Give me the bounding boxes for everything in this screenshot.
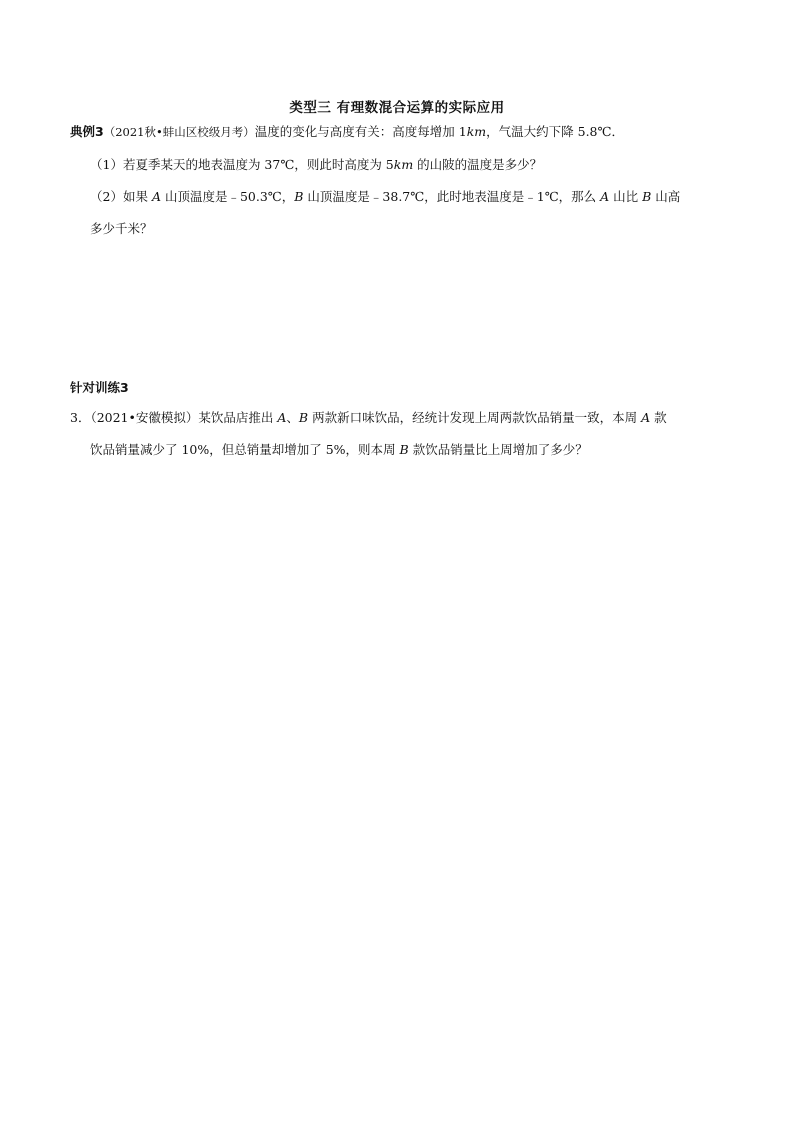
training-text: 款饮品销量比上周增加了多少？ — [408, 442, 588, 457]
question-2-text: 山顶温度是﹣50.3℃， — [160, 189, 295, 204]
example-source: （2021秋•蚌山区校级月考） — [103, 125, 255, 139]
var-b: B — [298, 410, 309, 425]
question-2 — [90, 189, 680, 205]
unit-km: km — [466, 124, 487, 139]
var-a: A — [277, 410, 287, 425]
question-1 — [90, 157, 542, 173]
example-stem — [70, 124, 624, 140]
var-b: B — [399, 442, 409, 457]
example-stem-text-2: ，气温大约下降 5.8℃． — [486, 124, 624, 139]
training-text: 3．（2021•安徽模拟）某饮品店推出 — [70, 410, 278, 425]
question-1-text-2: 的山陂的温度是多少？ — [413, 157, 543, 172]
question-2-text: （2）如果 — [90, 189, 152, 204]
section-title: 类型三 有理数混合运算的实际应用 — [289, 100, 505, 116]
question-2-text: 山顶温度是﹣38.7℃，此时地表温度是﹣1℃，那么 — [303, 189, 601, 204]
training-problem-line-1 — [70, 410, 667, 426]
var-a: A — [600, 189, 610, 204]
example-label: 典例3 — [70, 124, 104, 139]
unit-km: km — [393, 157, 414, 172]
example-stem-text-1: 温度的变化与高度有关：高度每增加 1 — [254, 124, 467, 139]
var-a: A — [641, 410, 651, 425]
training-text: 、 — [286, 410, 299, 425]
var-b: B — [642, 189, 652, 204]
training-text: 款 — [650, 410, 667, 425]
training-heading: 针对训练3 — [70, 380, 129, 395]
training-text: 两款新口味饮品，经统计发现上周两款饮品销量一致，本周 — [308, 410, 642, 425]
question-1-text-1: （1）若夏季某天的地表温度为 37℃，则此时高度为 5 — [90, 157, 394, 172]
question-2-text: 山比 — [609, 189, 643, 204]
training-text: 饮品销量减少了 10%，但总销量却增加了 5%，则本周 — [90, 442, 400, 457]
training-problem-line-2 — [90, 442, 588, 458]
var-b: B — [294, 189, 304, 204]
var-a: A — [151, 189, 161, 204]
question-2-text: 山高 — [651, 189, 681, 204]
question-2-continued: 多少千米？ — [90, 221, 153, 236]
